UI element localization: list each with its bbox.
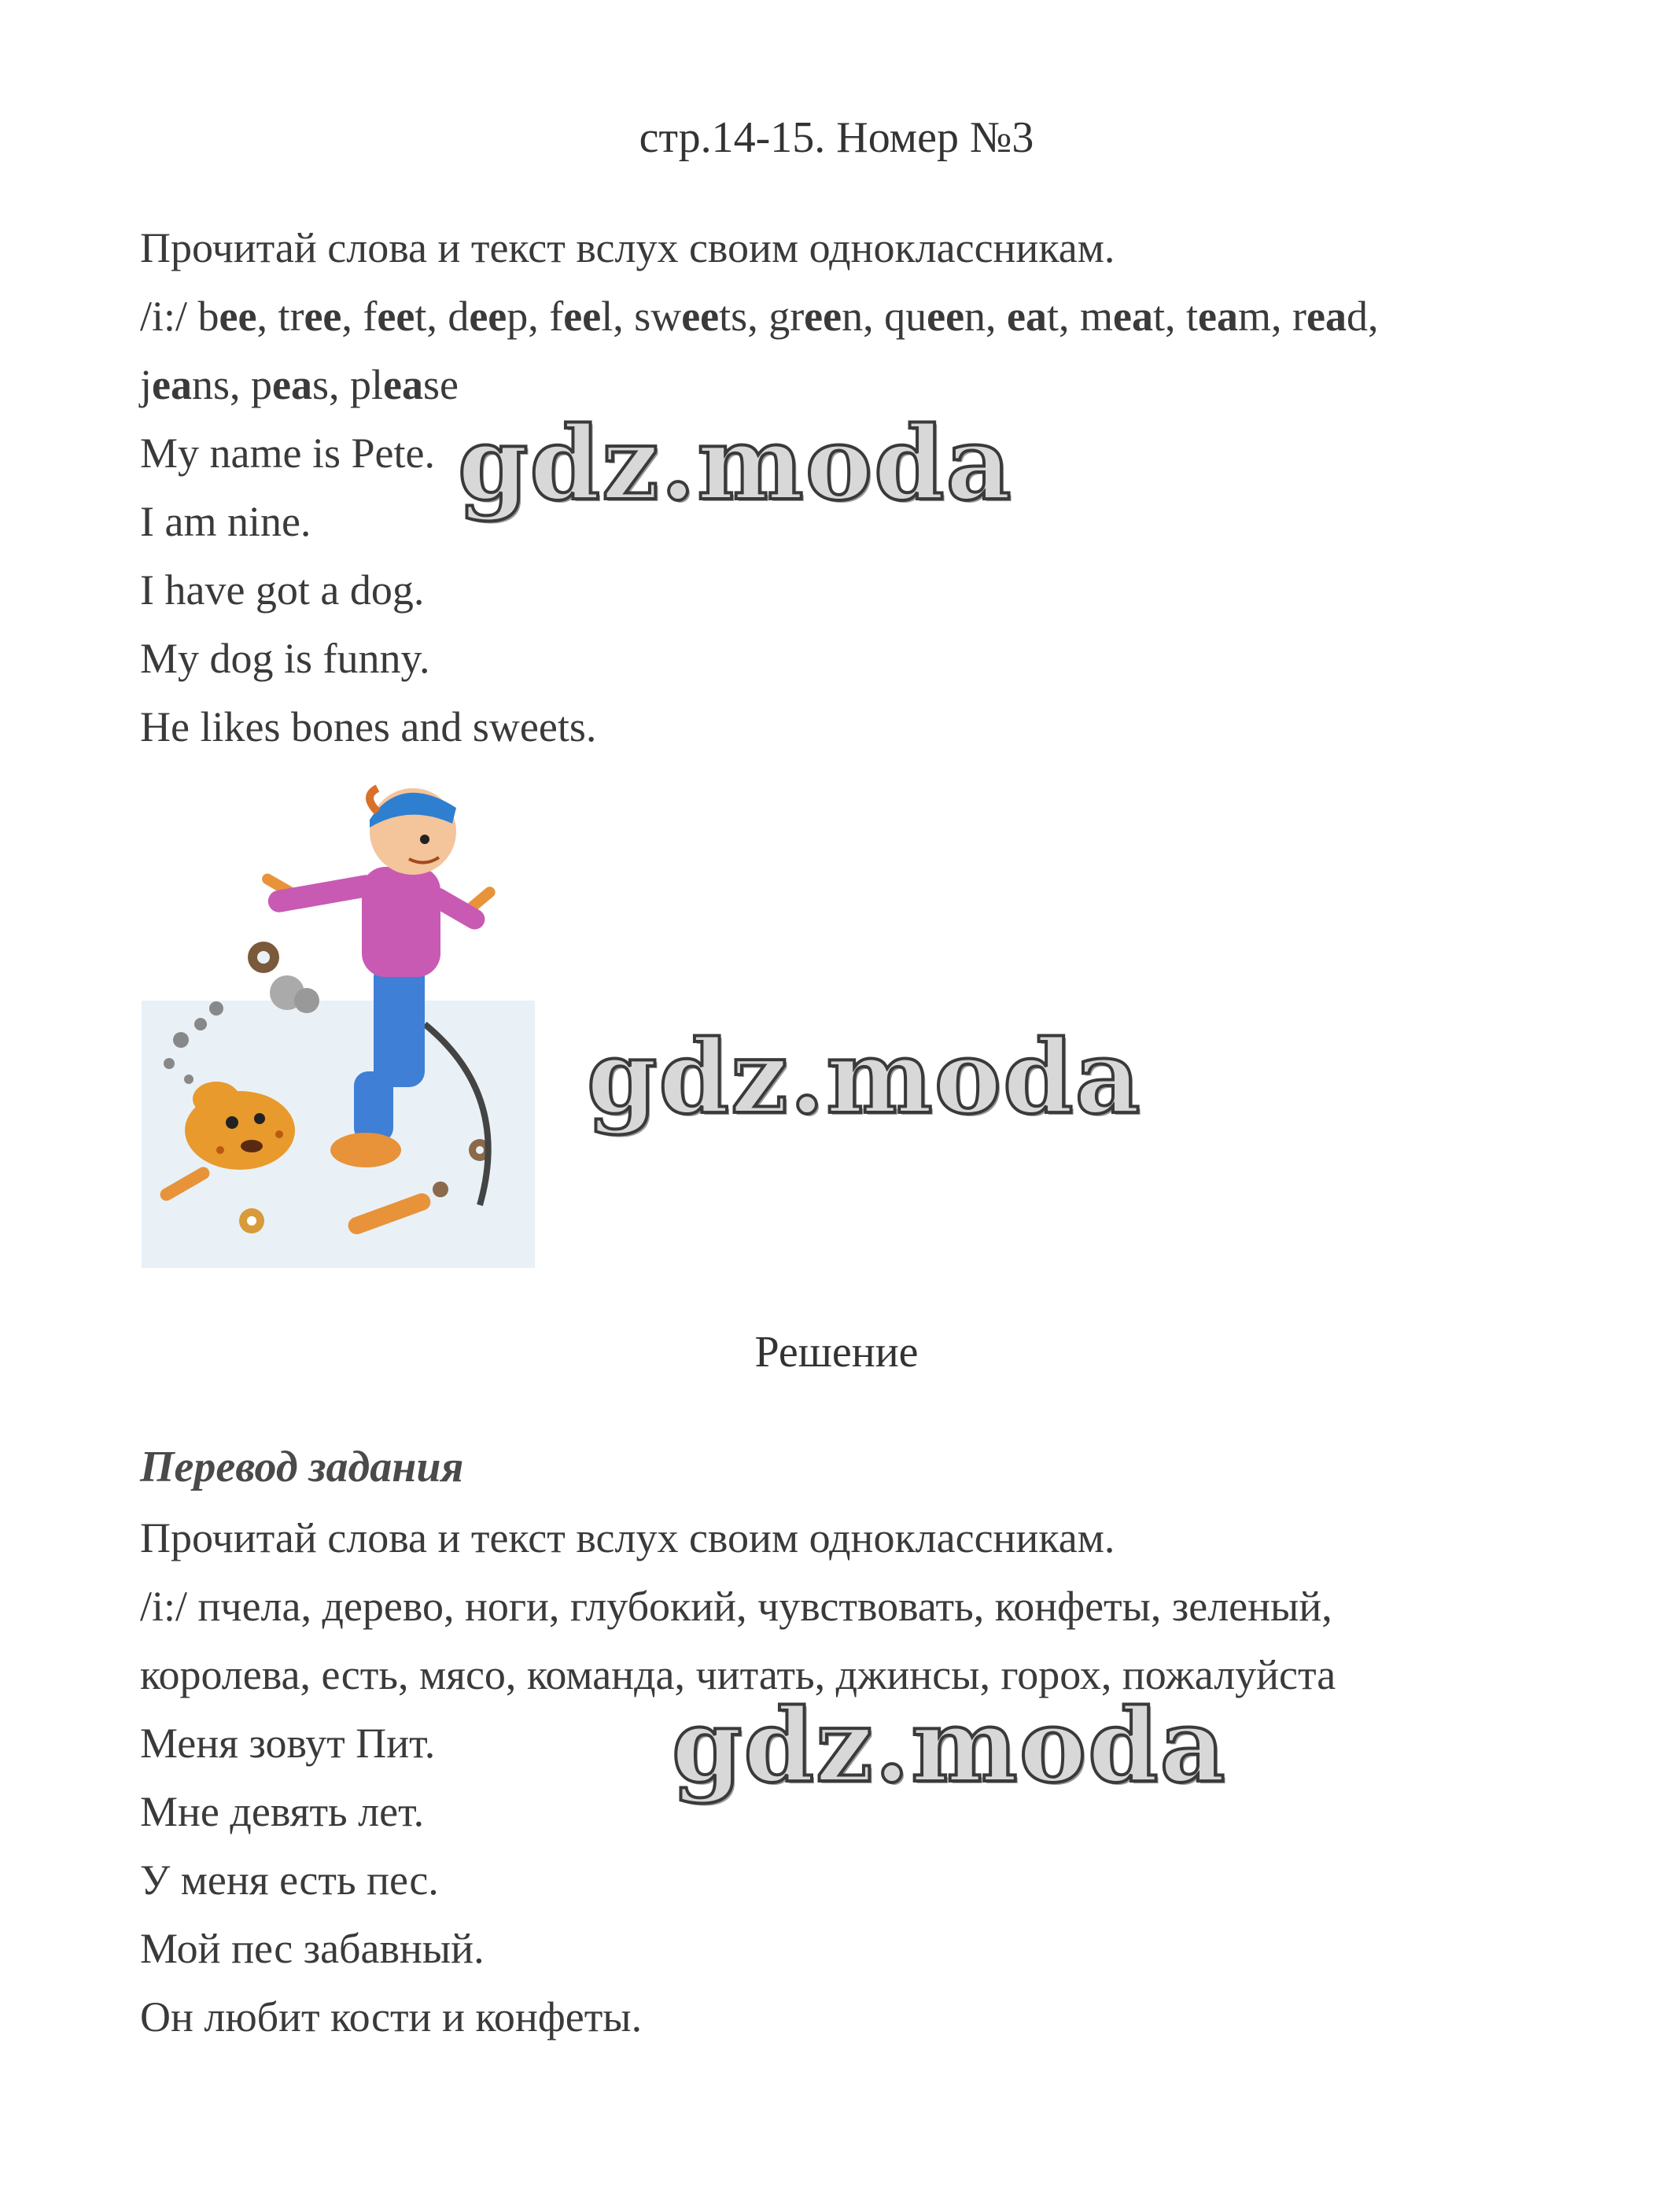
word-vowel-highlight: ee xyxy=(377,293,415,340)
text-line: He likes bones and sweets. xyxy=(140,703,597,750)
watermark: gdz.moda xyxy=(672,1687,1227,1805)
text-line: I have got a dog. xyxy=(140,566,425,614)
word-vowel-highlight: ee xyxy=(927,293,965,340)
word-vowel-highlight: ea xyxy=(272,361,312,408)
word-list-1: bee, tree, feet, deep, feel, sweets, green, queen, eat, meat, team, read, xyxy=(197,293,1379,340)
solution-heading: Решение xyxy=(754,1328,919,1377)
translation-line: Мой пес забавный. xyxy=(140,1925,485,1972)
word-vowel-highlight: ea xyxy=(152,361,192,408)
translation-line: /i:/ пчела, дерево, ноги, глубокий, чувствовать, конфеты, зеленый, xyxy=(140,1583,1332,1630)
word-vowel-highlight: ea xyxy=(383,361,423,408)
translation-line: королева, есть, мясо, команда, читать, джинсы, горох, пожалуйста xyxy=(140,1651,1336,1698)
text-line: I am nine. xyxy=(140,498,311,545)
word-list-line-1 xyxy=(140,282,1634,351)
text-line: My dog is funny. xyxy=(140,635,430,682)
word: bee xyxy=(197,293,257,340)
text-line: My name is Pete. xyxy=(140,429,435,477)
word: queen xyxy=(884,293,986,340)
boy-and-dog-illustration xyxy=(142,765,535,1268)
word-vowel-highlight: ea xyxy=(1306,293,1347,340)
sound-symbol: /i:/ xyxy=(140,293,188,340)
translation-line: У меня есть пес. xyxy=(140,1856,439,1904)
word: green xyxy=(768,293,864,340)
watermark: gdz.moda xyxy=(458,405,1013,523)
translation-line: Меня зовут Пит. xyxy=(140,1720,436,1767)
word-list-2: jeans, peas, please xyxy=(140,361,459,408)
word: tree xyxy=(278,293,342,340)
word: feel xyxy=(549,293,614,340)
page-title: стр.14-15. Номер №3 xyxy=(639,113,1034,162)
word: jeans xyxy=(140,361,230,408)
word-vowel-highlight: ee xyxy=(469,293,507,340)
word: eat xyxy=(1007,293,1059,340)
translation-line: Он любит кости и конфеты. xyxy=(140,1993,643,2041)
word-vowel-highlight: ee xyxy=(681,293,720,340)
translation-line: Прочитай слова и текст вслух своим одноклассникам. xyxy=(140,1514,1115,1561)
word: peas xyxy=(251,361,329,408)
word: team xyxy=(1186,293,1272,340)
word-vowel-highlight: ea xyxy=(1113,293,1154,340)
watermark: gdz.moda xyxy=(587,1019,1142,1137)
word-vowel-highlight: ee xyxy=(804,293,842,340)
word: deep xyxy=(448,293,529,340)
word-vowel-highlight: ee xyxy=(304,293,342,340)
word-vowel-highlight: ee xyxy=(563,293,602,340)
word: meat xyxy=(1080,293,1166,340)
translation-heading: Перевод задания xyxy=(140,1443,464,1491)
word: read xyxy=(1292,293,1368,340)
word: sweets xyxy=(634,293,748,340)
word-vowel-highlight: ee xyxy=(219,293,257,340)
task-instruction: Прочитай слова и текст вслух своим одноклассникам. xyxy=(140,224,1115,271)
word: please xyxy=(349,361,459,408)
word-vowel-highlight: ea xyxy=(1198,293,1239,340)
word-vowel-highlight: ea xyxy=(1007,293,1048,340)
translation-line: Мне девять лет. xyxy=(140,1788,425,1835)
word: feet xyxy=(363,293,427,340)
